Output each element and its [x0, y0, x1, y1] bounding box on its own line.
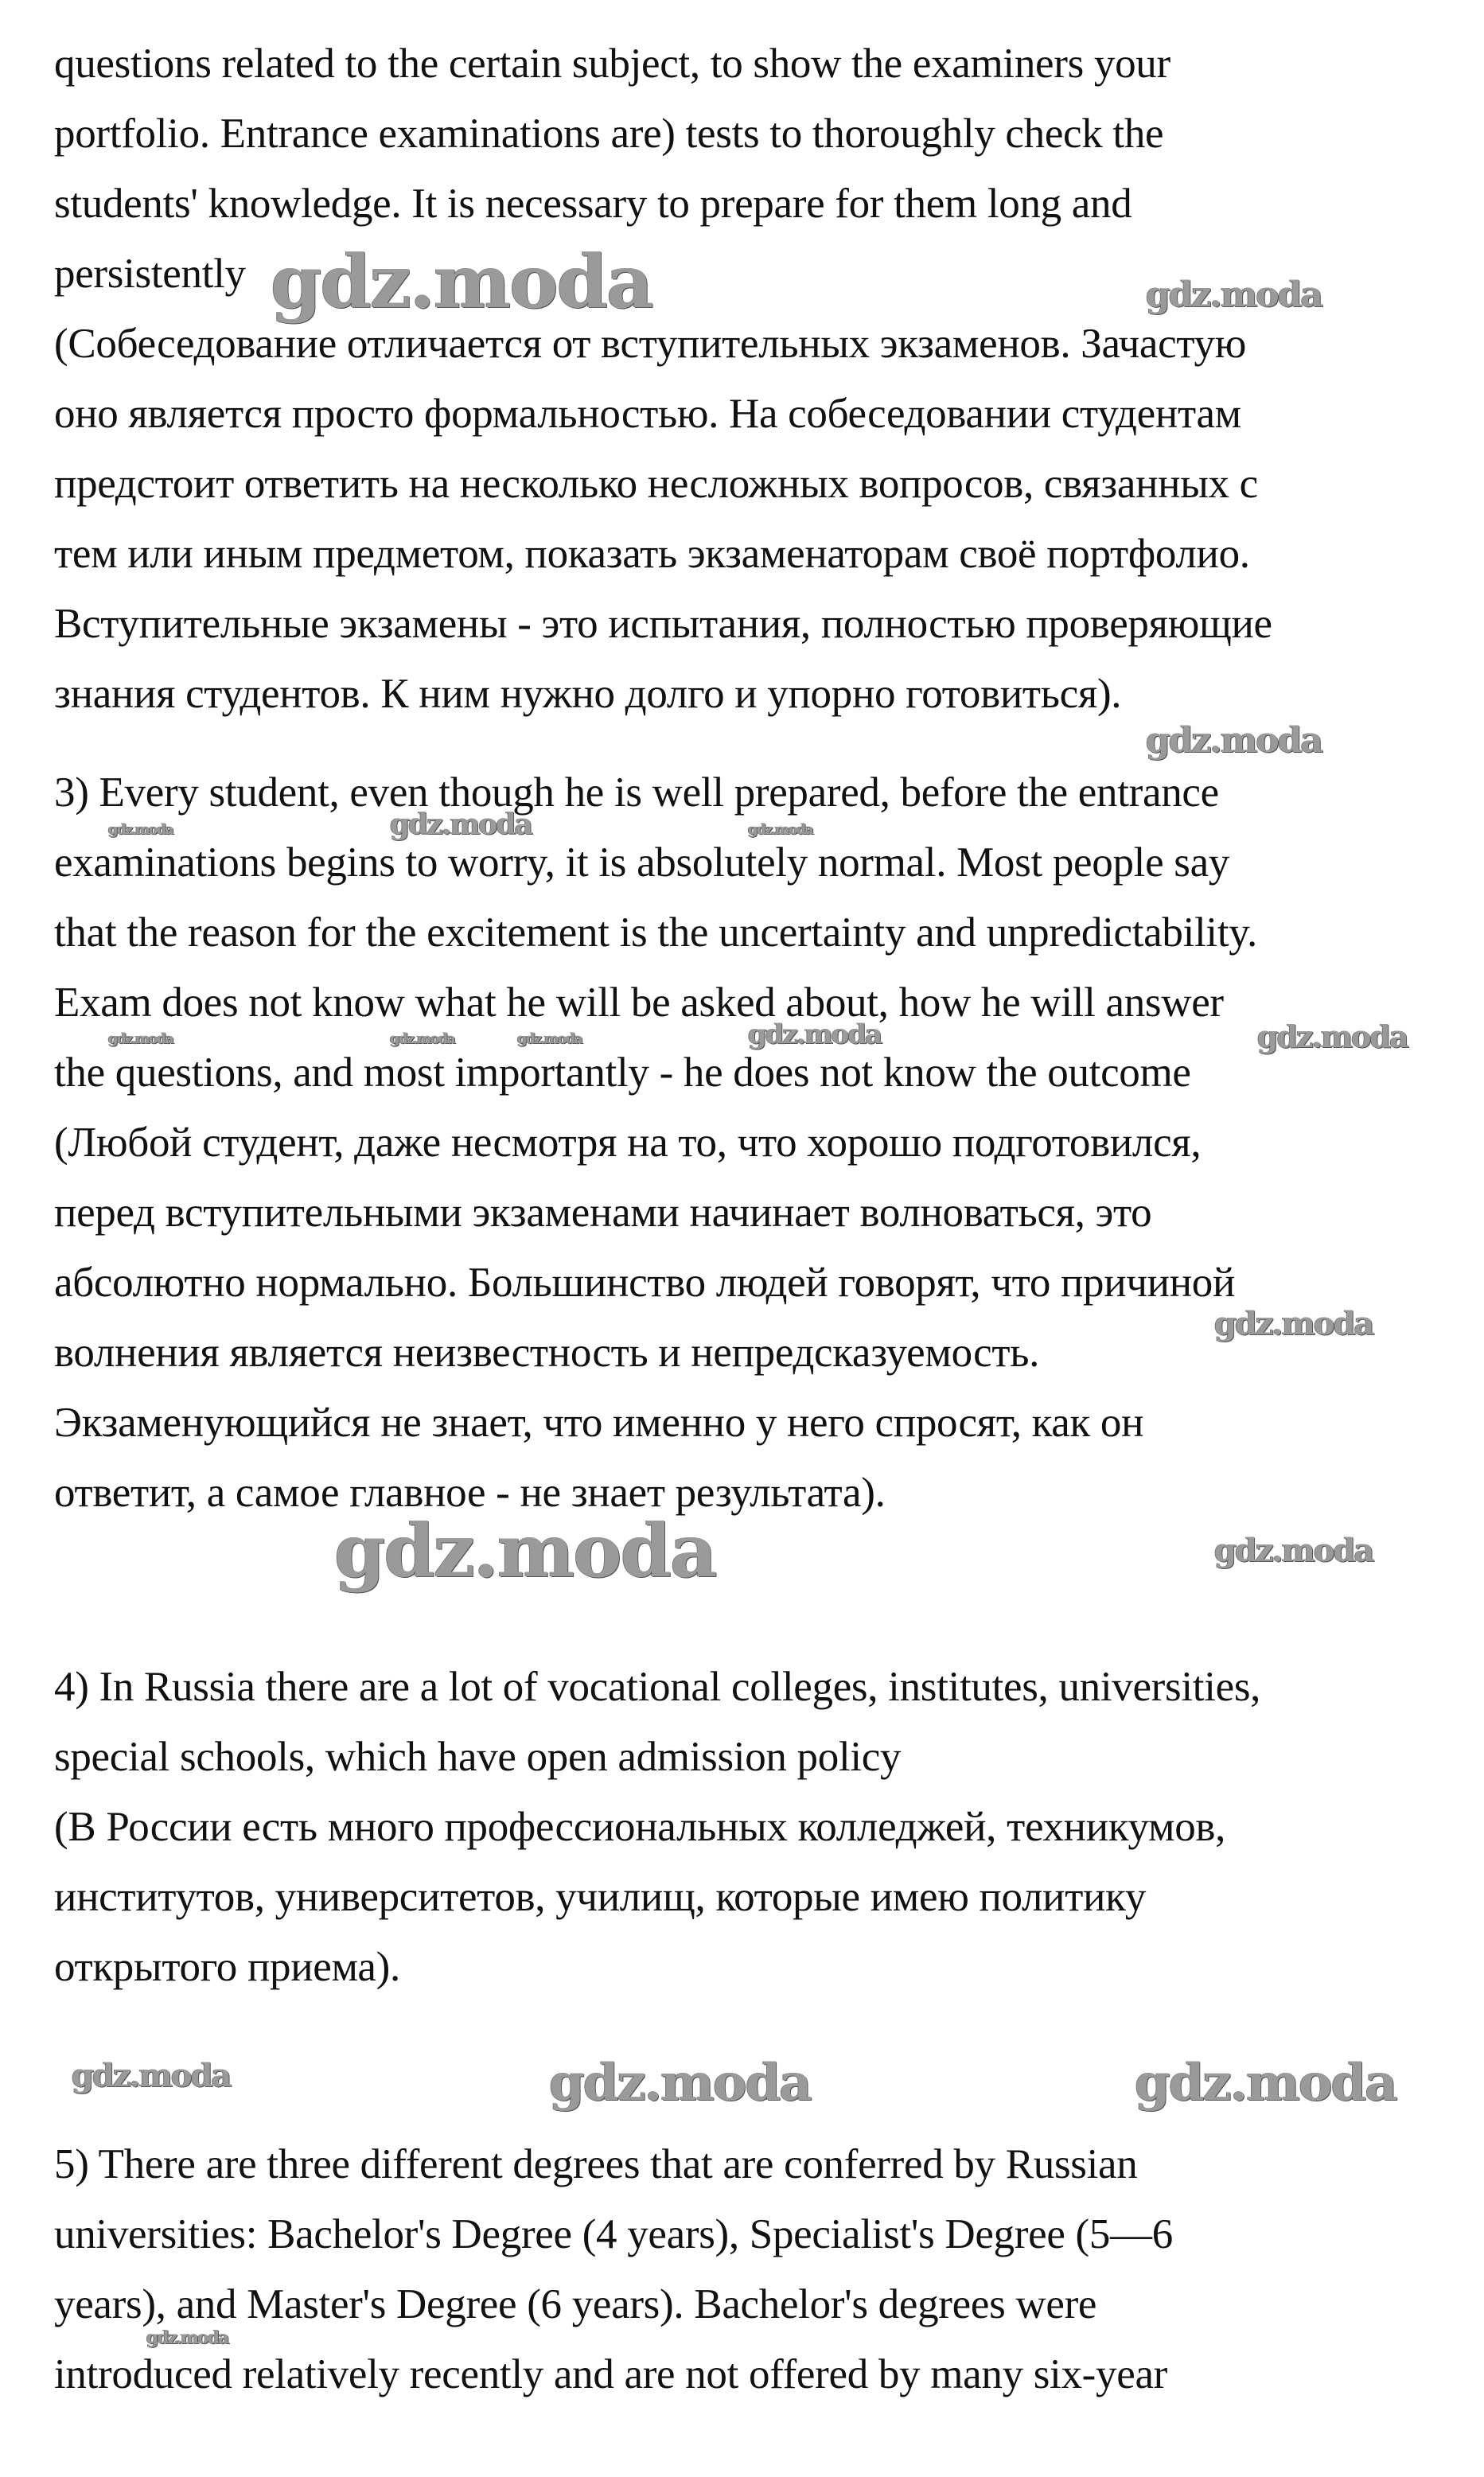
text-line: that the reason for the excitement is the uncertainty and unpredictability. [54, 909, 1257, 956]
text-line: абсолютно нормально. Большинство людей говорят, что причиной [54, 1260, 1236, 1306]
watermark: gdz.moda [1257, 1018, 1408, 1054]
watermark: gdz.moda [108, 1030, 173, 1047]
text-line: 5) There are three different degrees that are conferred by Russian [54, 2141, 1138, 2187]
text-line: знания студентов. К ним нужно долго и упорно готовиться). [54, 671, 1122, 717]
text-line: questions related to the certain subject, to show the examiners your [54, 41, 1170, 87]
text-line: перед вступительными экзаменами начинает волноваться, это [54, 1190, 1152, 1236]
watermark: gdz.moda [748, 1018, 882, 1050]
watermark: gdz.moda [334, 1508, 716, 1594]
text-line: Вступительные экзамены - это испытания, полностью проверяющие [54, 601, 1272, 647]
watermark: gdz.moda [271, 239, 652, 325]
text-line: persistently [54, 251, 246, 297]
text-line: examinations begins to worry, it is absolutely normal. Most people say [54, 839, 1230, 886]
text-line: институтов, университетов, училищ, которые имею политику [54, 1874, 1147, 1920]
watermark: gdz.moda [517, 1030, 582, 1047]
text-line: предстоит ответить на несколько несложных вопросов, связанных с [54, 461, 1258, 507]
watermark: gdz.moda [390, 1030, 454, 1047]
text-line: students' knowledge. It is necessary to prepare for them long and [54, 181, 1132, 227]
watermark: gdz.moda [72, 2057, 231, 2094]
text-line: (Любой студент, даже несмотря на то, что хорошо подготовился, [54, 1120, 1202, 1166]
watermark: gdz.moda [748, 821, 812, 838]
text-line: тем или иным предметом, показать экзаменаторам своё портфолио. [54, 531, 1250, 577]
text-line: (В России есть много профессиональных колледжей, техникумов, [54, 1804, 1226, 1850]
text-line: Exam does not know what he will be asked about, how he will answer [54, 980, 1224, 1026]
text-line: Экзаменующийся не знает, что именно у него спросят, как он [54, 1400, 1144, 1446]
watermark: gdz.moda [108, 821, 173, 838]
text-line: ответит, а самое главное - не знает результата). [54, 1470, 886, 1516]
text-line: волнения является неизвестность и непредсказуемость. [54, 1330, 1040, 1376]
text-line: the questions, and most importantly - he does not know the outcome [54, 1050, 1191, 1096]
text-line: special schools, which have open admission policy [54, 1734, 902, 1780]
watermark: gdz.moda [1135, 2053, 1396, 2113]
watermark: gdz.moda [1214, 1532, 1373, 1569]
text-line: оно является просто формальностью. На собеседовании студентам [54, 391, 1241, 437]
text-line: portfolio. Entrance examinations are) tests to thoroughly check the [54, 111, 1164, 157]
text-line: years), and Master's Degree (6 years). Bachelor's degrees were [54, 2281, 1097, 2327]
watermark: gdz.moda [390, 808, 532, 841]
watermark: gdz.moda [1214, 1305, 1373, 1342]
text-line: (Собеседование отличается от вступительных экзаменов. Зачастую [54, 321, 1247, 367]
watermark: gdz.moda [1146, 275, 1322, 315]
text-line: открытого приема). [54, 1944, 400, 1990]
text-line: 4) In Russia there are a lot of vocational colleges, institutes, universities, [54, 1664, 1261, 1710]
text-line: 3) Every student, even though he is well prepared, before the entrance [54, 769, 1219, 816]
watermark: gdz.moda [146, 2327, 228, 2348]
watermark: gdz.moda [1146, 720, 1322, 761]
watermark: gdz.moda [549, 2053, 811, 2113]
text-line: universities: Bachelor's Degree (4 years), Specialist's Degree (5—6 [54, 2211, 1173, 2257]
text-line: introduced relatively recently and are not offered by many six-year [54, 2351, 1168, 2397]
